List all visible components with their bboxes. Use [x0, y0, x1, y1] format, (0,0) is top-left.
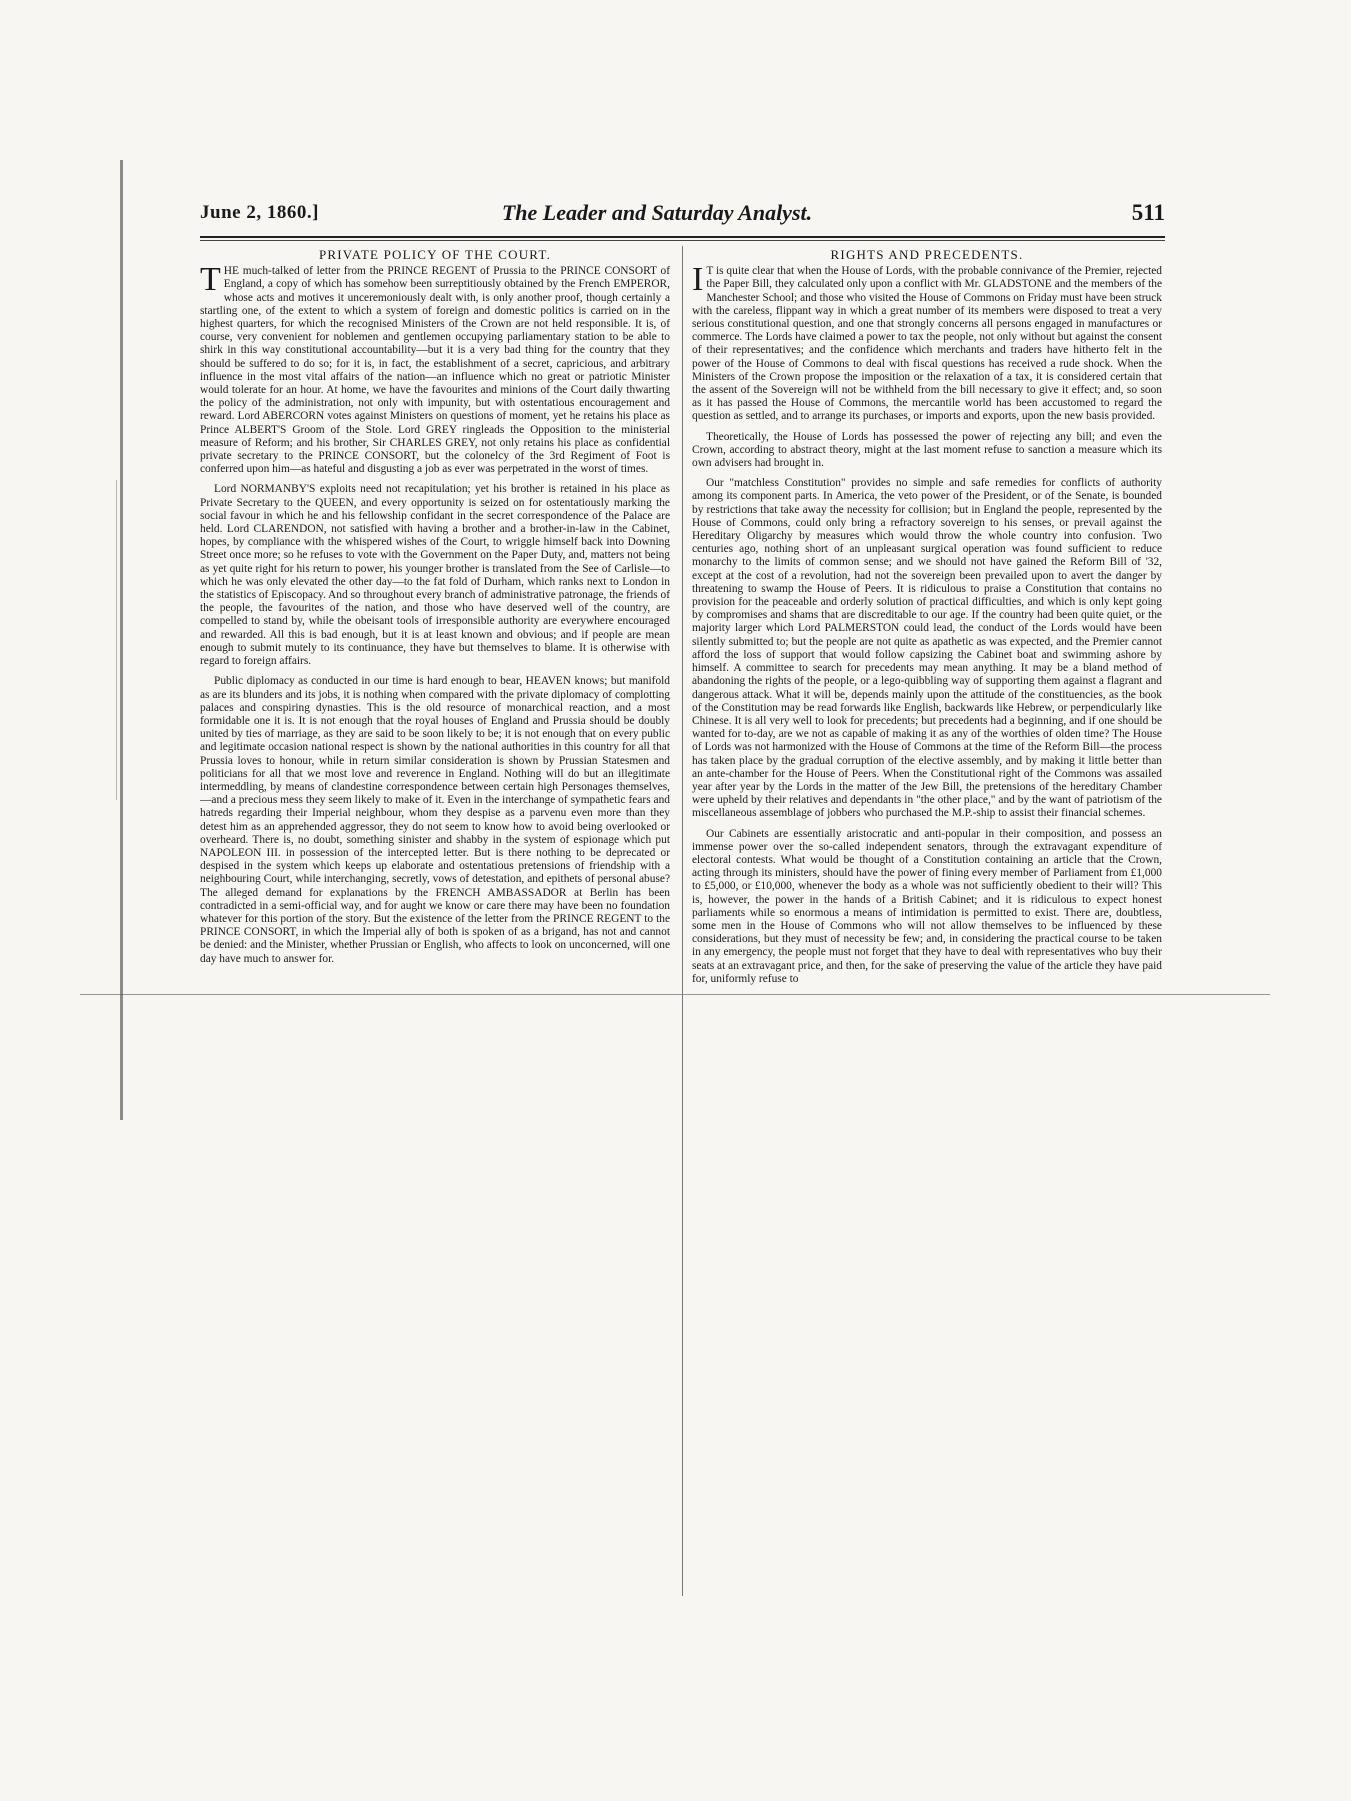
header-rule-thick	[200, 236, 1165, 238]
article-paragraph	[200, 261, 670, 476]
article-title-rights-precedents: RIGHTS AND PRECEDENTS.	[830, 247, 1024, 262]
left-column	[200, 244, 670, 973]
page-number: 511	[1131, 200, 1165, 225]
scan-margin-mark	[120, 160, 123, 1120]
article-title-private-policy: PRIVATE POLICY OF THE COURT.	[318, 247, 552, 262]
page-header	[200, 200, 1165, 232]
masthead-title: The Leader and Saturday Analyst.	[501, 200, 813, 225]
scan-margin-mark-secondary	[116, 480, 117, 800]
newspaper-page	[200, 200, 1170, 1600]
paragraph-text: HE much-talked of letter from the PRINCE REGENT of Prussia to the PRINCE CONSORT of England, a copy of which has somehow been surreptitiously obtained by the French EMPEROR, whose acts and motives it unceremoniously dealt with, is only another proof, though certainly a startling one, of the extent to which a system of foreign and domestic politics is carried on in the highest quarters, for which the recognised Ministers of the Crown are not held responsible. It is, of course, very convenient for noblemen and gentlemen occupying parliamentary station to be able to shirk in this way constitutional accountability—but it is a very bad thing for the country that they should be suffered to do so; for it is, in fact, the establishment of a secret, capricious, and arbitrary influence in the most vital affairs of the nation—an influence which no great or patriotic Minister would tolerate for an hour. At home, we have the favourites and minions of the Court daily thwarting the policy of the administration, not only with impunity, but with ostentatious encouragement and reward. Lord ABERCORN votes against Ministers on questions of moment, yet he retains his place as Prince ALBERT'S Groom of the Stole. Lord GREY ringleads the Opposition to the ministerial measure of Reform; and his brother, Sir CHARLES GREY, not only retains his place as confidential private secretary to the PRINCE CONSORT, but the colonelcy of the 3rd Regiment of Foot is conferred upon him—as hateful and disgusting a job as ever was perpetrated in the worst of times.	[200, 265, 670, 476]
article-paragraph: Theoretically, the House of Lords has possessed the power of rejecting any bill; and even the Crown, according to abstract theory, might at the last moment refuse to sanction a measure which its own advisers had brought in.	[692, 430, 1162, 470]
drop-capital: T	[200, 261, 221, 299]
paragraph-text: T is quite clear that when the House of Lords, with the probable connivance of the Premier, rejected the Paper Bill, they calculated only upon a conflict with Mr. GLADSTONE and the members of the Manchester School; and those who visited the House of Commons on Friday must have been struck with the careless, flippant way in which a great number of its members were disposed to treat a very serious constitutional question, and one that strongly concerns all persons engaged in manufactures or commerce. The Lords have claimed a power to tax the people, not only without but against the consent of their representatives; and the confidence which merchants and traders have hitherto felt in the power of the House of Commons to deal with fiscal questions has received a rude shock. When the Ministers of the Crown propose the imposition or the relaxation of a tax, it is considered certain that the assent of the Sovereign will not be withheld from the bill necessary to give it effect; and, so soon as it has passed the House of Commons, the mercantile world has been accustomed to regard the question as settled, and to arrange its purchases, or imports and exports, upon the new basis provided.	[692, 265, 1162, 423]
column-divider	[682, 246, 683, 1596]
article-paragraph: Public diplomacy as conducted in our time is hard enough to bear, HEAVEN knows; but manifold as are its blunders and its jobs, it is nothing when compared with the private diplomacy of complotting palaces and conspiring dynasties. This is the old resource of monarchical reaction, and a most formidable one it is. It is not enough that the royal houses of England and Prussia should be doubly united by ties of marriage, as they are said to be soon likely to be; it is not enough that on every public and legitimate occasion national respect is shown by the national authorities in this country for all that Prussia loves to honour, while in return similar consideration is shown by Prussian Statesmen and politicians for all that we most love and reverence in England. Nothing will do but an illegitimate intermeddling, by means of clandestine correspondence between certain high Personages themselves,—and a precious mess they seem likely to make of it. Even in the interchange of sympathetic fears and hatreds regarding their Imperial neighbour, whom they despise as a parvenu even more than they detest him as an apprehended aggressor, they do not seem to know how to avoid being overlooked or overheard. There is, no doubt, something sinister and shabby in the system of espionage which put NAPOLEON III. in possession of the intercepted letter. But is there nothing to be deprecated or despised in the system which keeps up elaborate and ostentatious pretensions of friendship with a neighbouring Court, while interchanging, secretly, vows of detestation, and epithets of personal abuse? The alleged demand for explanations by the FRENCH AMBASSADOR at Berlin has been contradicted in a semi-official way, and for aught we know or care there may have been no foundation whatever for this portion of the story. But the existence of the letter from the PRINCE REGENT to the PRINCE CONSORT, in which the Imperial ally of both is spoken of as a brigand, has not and cannot be denied: and the Minister, whether Prussian or English, who affects to look on unconcerned, will one day have much to answer for.	[200, 675, 670, 965]
article-paragraph	[692, 261, 1162, 423]
issue-date: June 2, 1860.]	[200, 202, 319, 223]
article-paragraph: Our "matchless Constitution" provides no simple and safe remedies for conflicts of authority among its component parts. In America, the veto power of the President, or of the Senate, is bounded by restrictions that take away the necessity for collision; but in England the people, represented by the House of Commons, could only bring a refractory sovereign to his senses, or prevail against the Hereditary Oligarchy by measures which would throw the whole country into confusion. Two centuries ago, nothing short of an unpleasant surgical operation was found sufficient to reduce monarchy to the limits of common sense; and we should not have gained the Reform Bill of '32, except at the cost of a revolution, had not the sovereign been prevailed upon to avert the danger by threatening to swamp the House of Peers. It is ridiculous to praise a Constitution that contains no provision for the peaceable and orderly solution of practical difficulties, and which is only kept going by compromises and shams that are discreditable to our age. If the country had been quite quiet, or the majority larger which Lord PALMERSTON could lead, the conduct of the Lords would have been silently submitted to; but the people are not quite as apathetic as was expected, and the Premier cannot afford the loss of support that would follow capsizing the Cabinet boat and swimming ashore by himself. A committee to search for precedents may mean anything. It may be a bland method of abandoning the rights of the people, or a lego-quibbling way of supporting them against a flagrant and dangerous attack. What it will be, depends mainly upon the attitude of the constituencies, as the book of the Constitution may be read forwards like English, backwards like Hebrew, or perpendicularly like Chinese. It is all very well to look for precedents; but precedents had a beginning, and if one should be wanted for to-day, are we not as capable of making it as any of the worthies of olden time? The House of Lords was not harmonized with the House of Commons at the time of the Reform Bill—the process has taken place by the gradual corruption of the elective assembly, and by making it little better than an ante-chamber for the House of Peers. When the Constitutional right of the Commons was assailed year after year by the Lords in the matter of the Jew Bill, the pretensions of the hereditary Chamber were upheld by their relatives and dependants in "the other place," and by the want of patriotism of the miscellaneous assemblage of jobbers who purchased the M.P.-ship to assist their financial schemes.	[692, 477, 1162, 820]
header-rule-thin	[200, 240, 1165, 241]
article-paragraph: Our Cabinets are essentially aristocratic and anti-popular in their composition, and possess an immense power over the so-called independent senators, through the extravagant expenditure of electoral contests. What would be thought of a Constitution containing an article that the Crown, acting through its ministers, should have the power of fining every member of Parliament from £1,000 to £5,000, or £10,000, whenever the body as a whole was not sufficiently obedient to their will? This is, however, the power in the hands of a British Cabinet; and it is ridiculous to expect honest parliaments while so enormous a means of intimidation is permitted to exist. There are, doubtless, some men in the House of Commons who will not allow themselves to be influenced by these considerations, but they must of necessity be few; and, in considering the practical course to be taken in any emergency, the people must not forget that they have to deal with representatives who buy their seats at an extravagant price, and then, for the sake of preserving the value of the article they have paid for, uniformly refuse to	[692, 827, 1162, 985]
article-paragraph: Lord NORMANBY'S exploits need not recapitulation; yet his brother is retained in his place as Private Secretary to the QUEEN, and every opportunity is seized on for ostentatiously marking the social favour in which he and his fellowship confidant in the secret correspondence of the Palace are held. Lord CLARENDON, not satisfied with having a brother and a brother-in-law in the Cabinet, hopes, by compliance with the whispered wishes of the Court, to wriggle himself back into Downing Street once more; so he refuses to vote with the Government on the Paper Duty, and, matters not being as yet quite right for his return to power, his younger brother is translated from the See of Carlisle—to which he was only elevated the other day—to the fat fold of Durham, which ranks next to London in the statistics of Episcopacy. And so throughout every branch of administrative patronage, the friends of the people, the favourites of the nation, and those who have deserved well of the country, are compelled to stand by, while the obeisant tools of irresponsible authority are everywhere encouraged and rewarded. All this is bad enough, but it is at least known and obvious; and if people are mean enough to submit mutely to its continuance, they have but themselves to blame. It is otherwise with regard to foreign affairs.	[200, 483, 670, 668]
right-column	[692, 244, 1162, 993]
drop-capital: I	[692, 261, 704, 299]
